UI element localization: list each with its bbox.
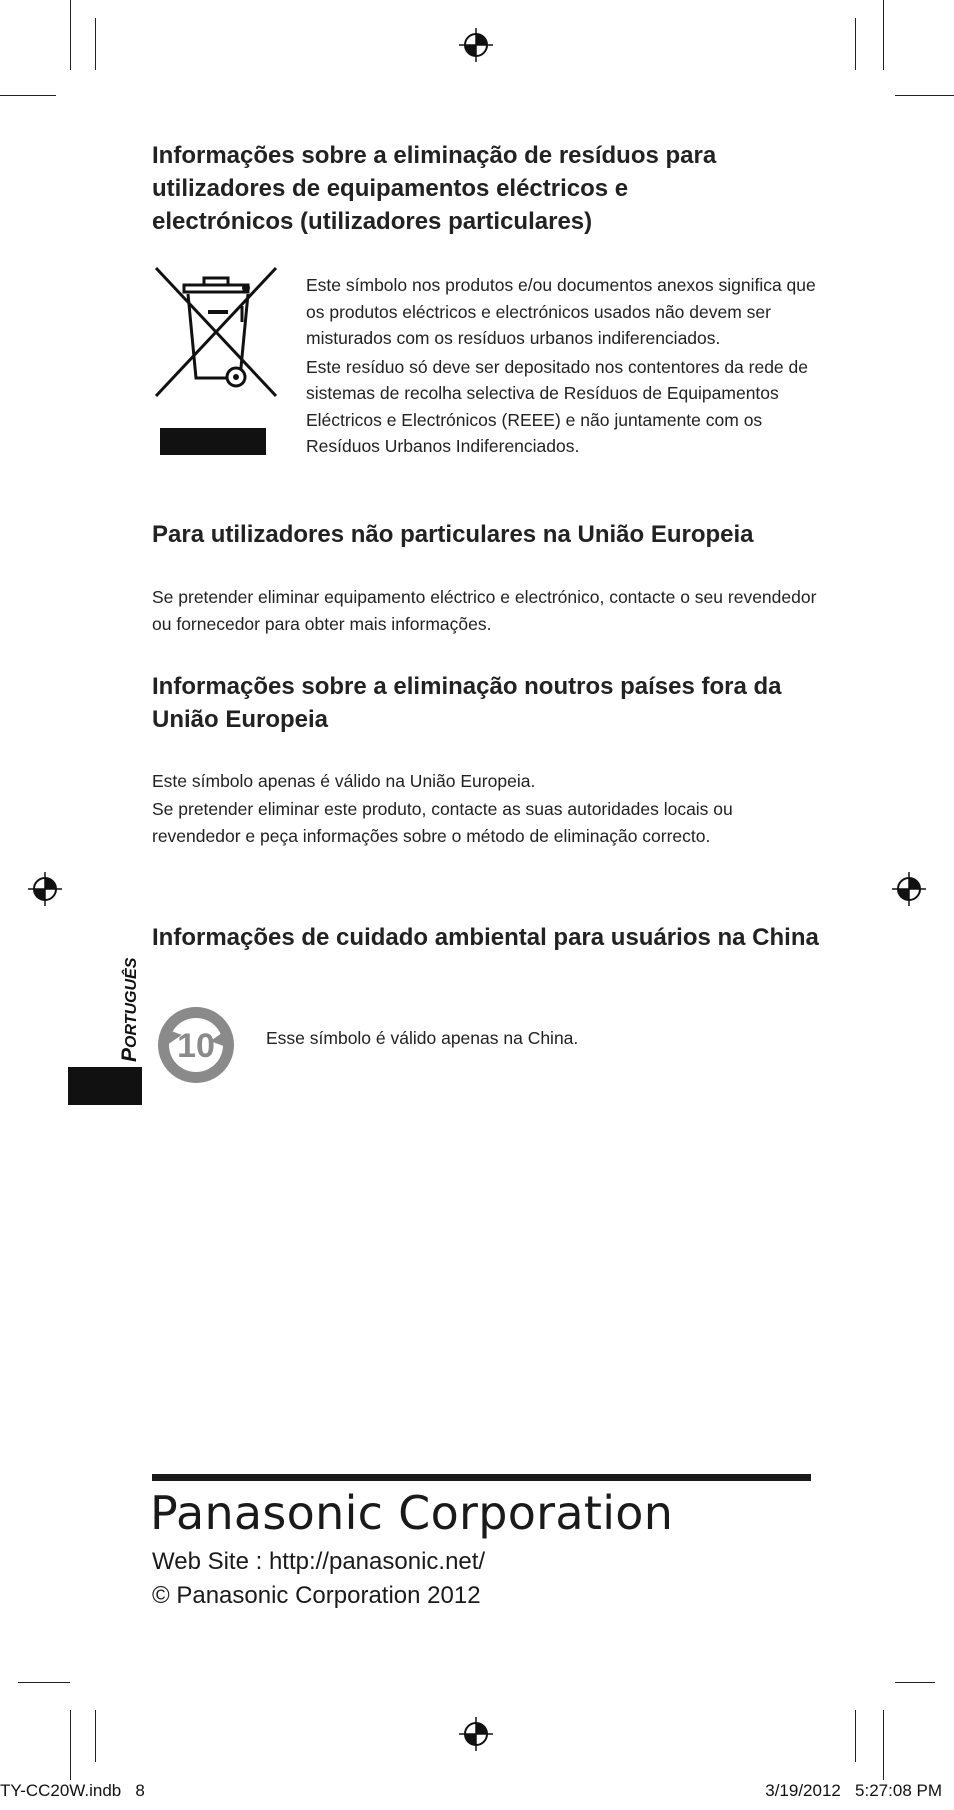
china-epup-10-text: 10 — [177, 1027, 215, 1065]
crossed-out-wheelie-bin-icon — [152, 266, 280, 456]
language-tab-marker — [68, 1067, 142, 1105]
registration-mark-icon — [457, 1715, 495, 1753]
slug-timestamp: 3/19/2012 5:27:08 PM — [765, 1781, 942, 1800]
crop-mark — [0, 95, 56, 96]
website-text: Web Site : http://panasonic.net/ — [152, 1548, 486, 1575]
section-heading: Para utilizadores não particulares na União Europeia — [152, 521, 754, 548]
crop-mark — [70, 0, 71, 70]
crop-mark — [895, 95, 954, 96]
slug-file-info: TY-CC20W.indb 8 — [0, 1781, 145, 1800]
crop-mark — [70, 1710, 71, 1780]
crop-mark — [18, 1682, 70, 1683]
registration-mark-icon — [890, 870, 928, 908]
paragraph: Se pretender eliminar este produto, contacte as suas autoridades locais ou revendedor e peça informações sobre o método de eliminação correcto. — [152, 799, 733, 846]
crop-mark — [895, 1682, 935, 1683]
crop-mark — [883, 1710, 884, 1780]
china-epup-10-icon — [152, 1005, 240, 1085]
section-heading: Informações sobre a eliminação de resíduos para utilizadores de equipamentos eléctricos e electrónicos (utilizadores particulares) — [152, 142, 717, 235]
paragraph: Se pretender eliminar equipamento eléctrico e electrónico, contacte o seu revendedor ou fornecedor para obter mais informações. — [152, 587, 817, 634]
registration-mark-icon — [26, 870, 64, 908]
paragraph: Este símbolo apenas é válido na União Europeia. — [152, 771, 536, 791]
crop-mark — [855, 1710, 856, 1762]
company-name: Panasonic Corporation — [150, 1486, 674, 1540]
section-body — [152, 768, 822, 850]
footer-divider — [152, 1474, 811, 1481]
crop-mark — [883, 0, 884, 70]
paragraph: Este símbolo nos produtos e/ou documentos anexos significa que os produtos eléctricos e electrónicos usados não devem ser misturados com os resíduos urbanos indiferenciados. — [306, 275, 816, 348]
crop-mark — [855, 18, 856, 70]
section-heading: Informações sobre a eliminação noutros países fora da União Europeia — [152, 673, 782, 733]
section-heading: Informações de cuidado ambiental para usuários na China — [152, 924, 819, 951]
section-body — [306, 272, 816, 460]
paragraph: Esse símbolo é válido apenas na China. — [266, 1028, 579, 1048]
crop-mark — [95, 1710, 96, 1762]
registration-mark-icon — [457, 26, 495, 64]
copyright-text: © Panasonic Corporation 2012 — [152, 1582, 481, 1609]
crop-mark — [95, 18, 96, 70]
language-tab-label: PORTUGUÊS — [118, 957, 141, 1062]
paragraph: Este resíduo só deve ser depositado nos contentores da rede de sistemas de recolha selectiva de Resíduos de Equipamentos Eléctricos e Electrónicos (REEE) e não juntamente com os Resíduos Urbanos Indiferenciados. — [306, 356, 808, 456]
